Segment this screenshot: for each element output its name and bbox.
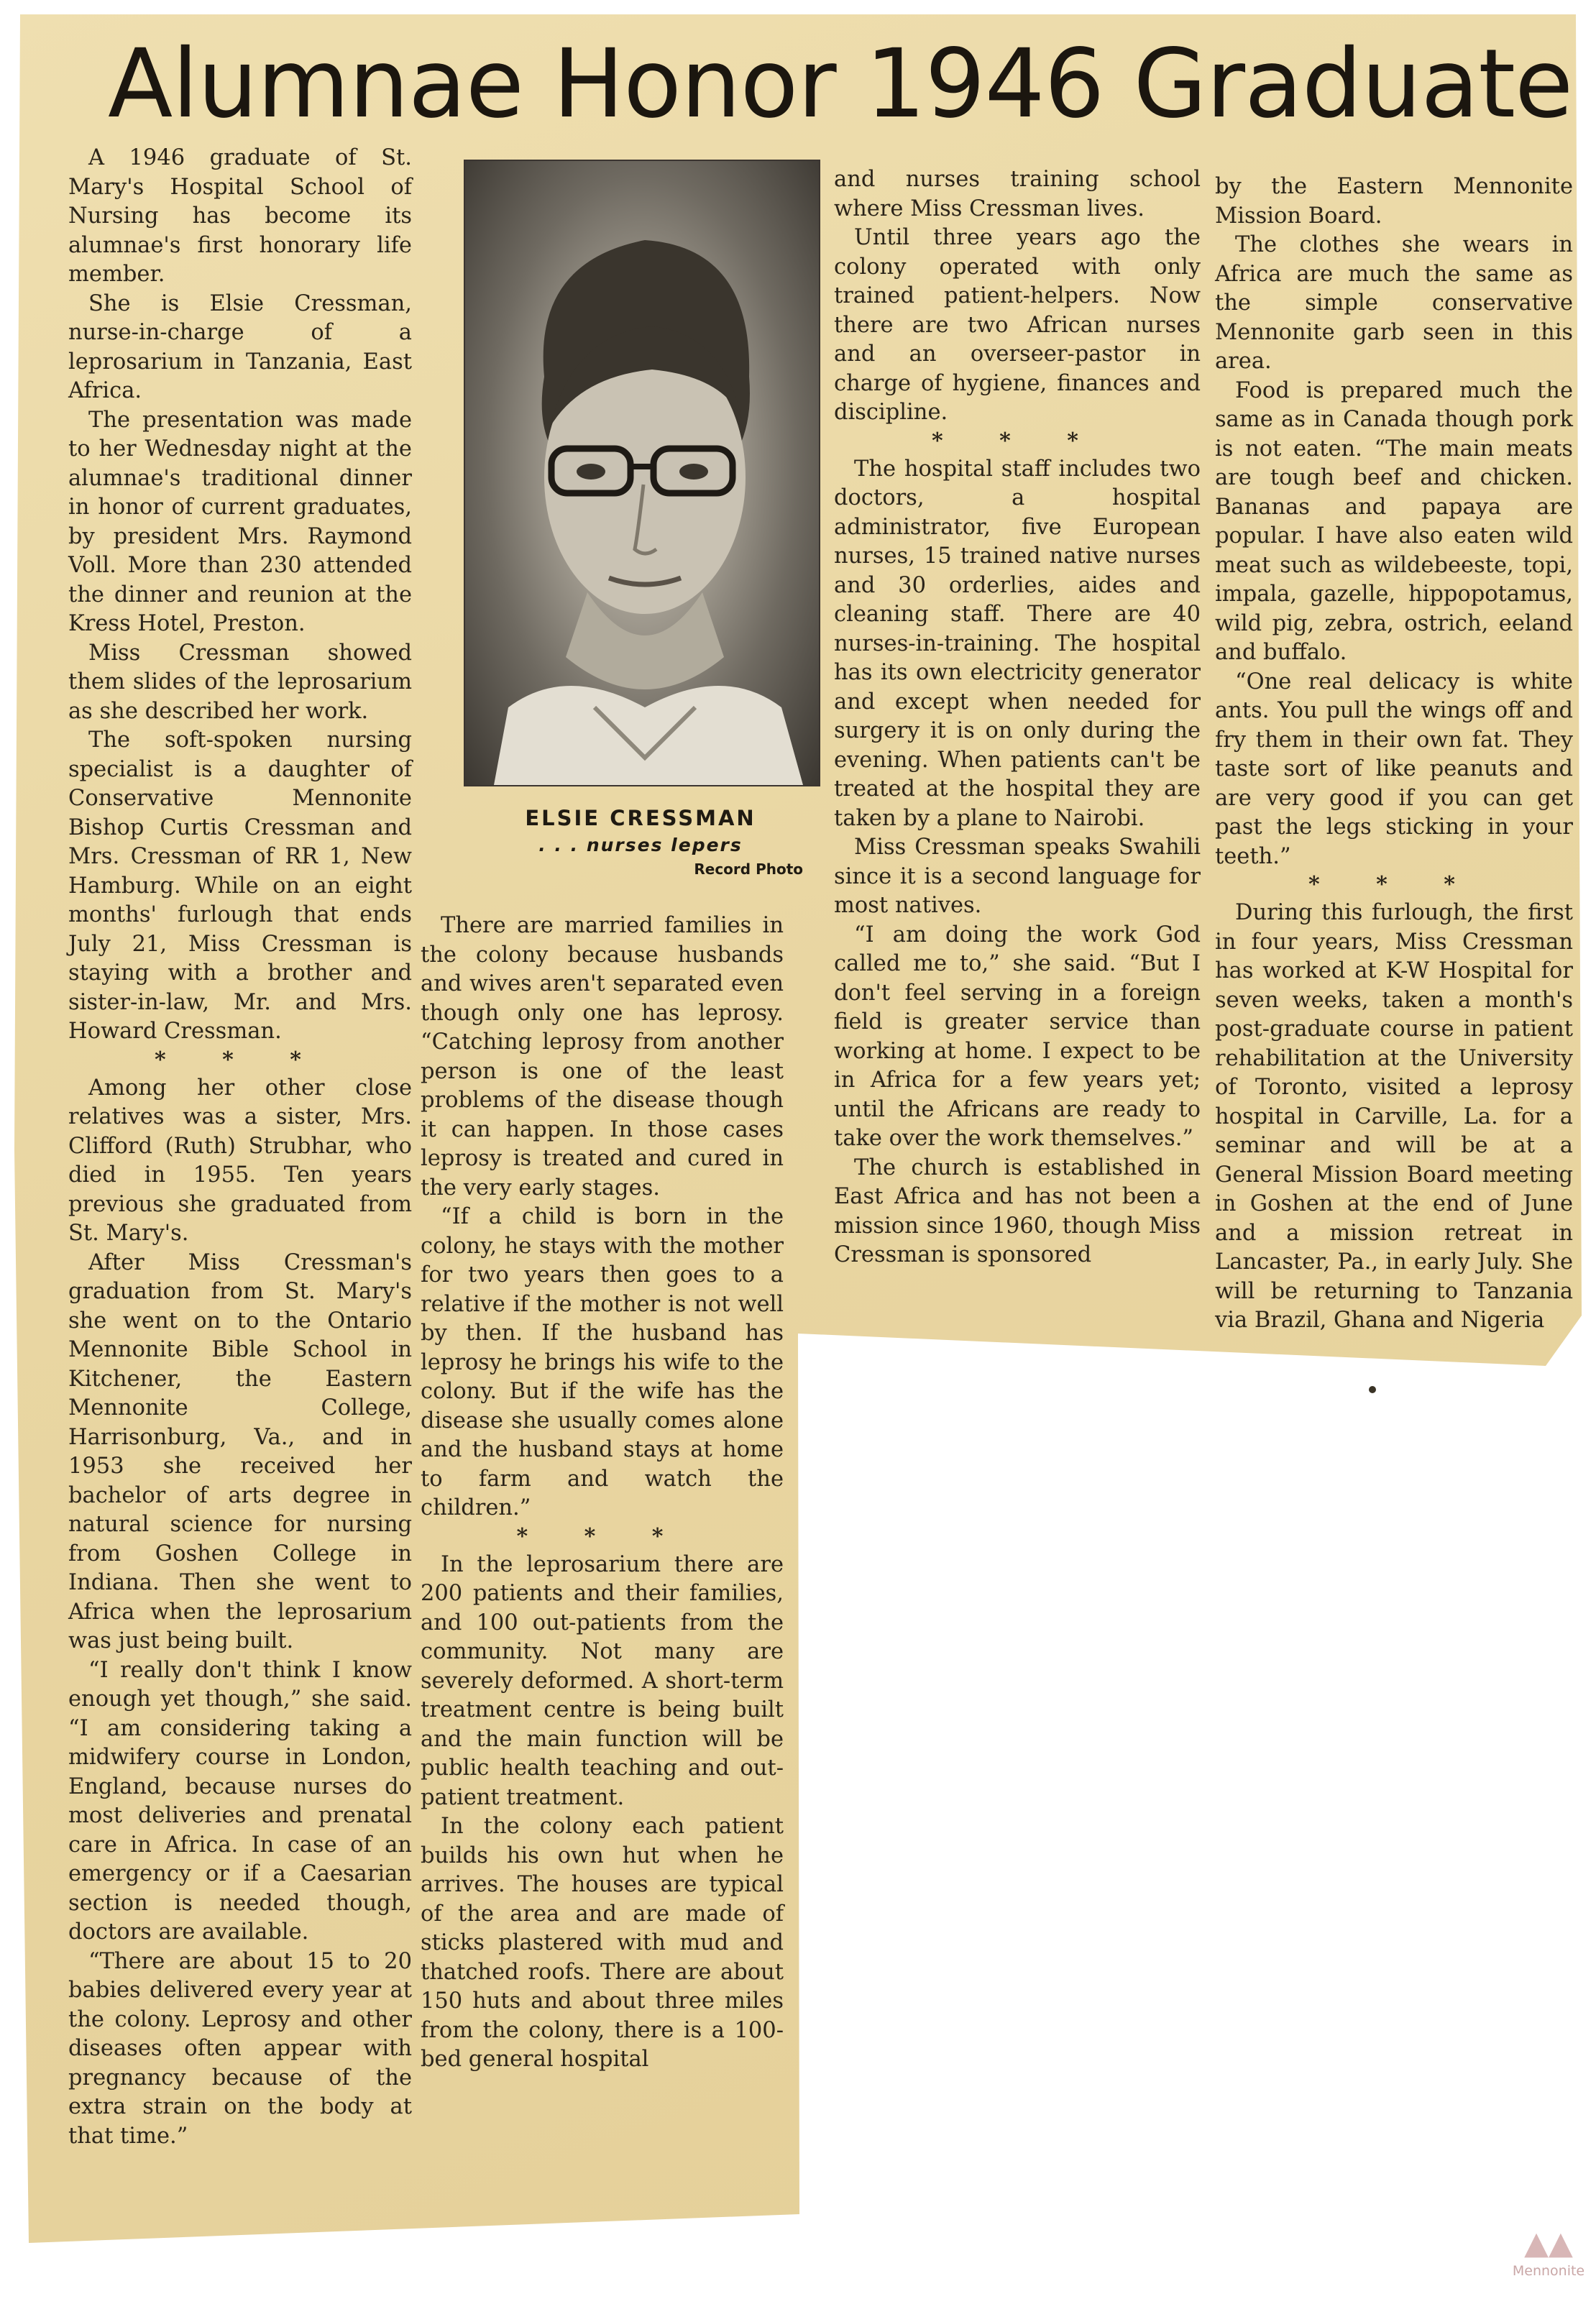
archive-watermark (1508, 2224, 1589, 2299)
paragraph: “If a child is born in the colony, he stays with the mother for two years then goes to a relative if the mother is not well by then. If the husband has leprosy he brings his wife to the colony. But if the wife has the disease she usually comes alone and the husband stays at home to farm and watch the children.” (421, 1204, 784, 1520)
paper-speck (1369, 1386, 1376, 1393)
paragraph: Miss Cressman showed them slides of the leprosarium as she described her work. (68, 640, 412, 724)
paragraph: Food is prepared much the same as in Canada though pork is not eaten. “The main meats are tough beef and chicken. Bananas and papaya are popular. I have also eaten wild meat such as wildebeeste, topi, impala, gazelle, hippopotamus, wild pig, zebra, ostrich, eeland and buffalo. (1215, 377, 1573, 665)
portrait-photo (464, 160, 820, 786)
section-divider: * * * (516, 1523, 688, 1549)
paragraph: by the Eastern Mennonite Mission Board. (1215, 174, 1573, 229)
paragraph: A 1946 graduate of St. Mary's Hospital School of Nursing has become its alumnae's first honorary life member. (68, 145, 412, 287)
headline: Alumnae Honor 1946 Graduate (108, 29, 1573, 139)
paragraph: She is Elsie Cressman, nurse-in-charge of a leprosarium in Tanzania, East Africa. (68, 290, 412, 403)
paragraph: In the colony each patient builds his own hut when he arrives. The houses are typical of the area and are made of sticks plastered with mud and thatched roofs. There are about 150 huts and about three miles from the colony, there is a 100-bed general hospital (421, 1814, 784, 2072)
article-column-1 (68, 144, 412, 2151)
article-column-2 (421, 912, 784, 2075)
watermark-text: Mennonite (1512, 2263, 1585, 2279)
mennonite-archive-logo-icon: ▲▲ (1524, 2225, 1573, 2262)
portrait-image (465, 161, 819, 785)
article-column-4 (1215, 173, 1573, 1336)
article-column-3 (834, 165, 1201, 1270)
section-divider: * * * (932, 428, 1103, 454)
paragraph: The hospital staff includes two doctors, a hospital administrator, five European nurses, 15 trained native nurses and 30 orderlies, aides and cleaning staff. There are 40 nurses-in-training. The hospital has its own electricity generator and except when needed for surgery it is on only during the evening. When patients can't be treated at the hospital they are taken by a plane to Nairobi. (834, 456, 1201, 831)
photo-caption (464, 804, 817, 880)
paragraph: Miss Cressman speaks Swahili since it is a second language for most natives. (834, 835, 1201, 918)
paragraph: Among her other close relatives was a sister, Mrs. Clifford (Ruth) Strubhar, who died in 1955. Ten years previous she graduated from St. Mary's. (68, 1075, 412, 1246)
paragraph: The church is established in East Africa and has not been a mission since 1960, though Miss Cressman is sponsored (834, 1155, 1201, 1267)
section-divider: * * * (1308, 872, 1480, 897)
caption-subtitle: . . . nurses lepers (538, 835, 743, 855)
paragraph: Until three years ago the colony operated with only trained patient-helpers. Now there are two African nurses and an overseer-pastor in charge of hygiene, finances and discipline. (834, 225, 1201, 425)
paragraph: “I really don't think I know enough yet though,” she said. “I am considering taking a midwifery course in London, England, because nurses do most deliveries and prenatal care in Africa. In case of an emergency or if a Caesarian section is needed though, doctors are available. (68, 1657, 412, 1945)
photo-credit: Record Photo (694, 861, 803, 878)
paragraph: The presentation was made to her Wednesday night at the alumnae's traditional dinner in honor of current graduates, by president Mrs. Raymond Voll. More than 230 attended the dinner and reunion at the Kress Hotel, Preston. (68, 407, 412, 636)
paragraph: and nurses training school where Miss Cressman lives. (834, 167, 1201, 221)
caption-name: ELSIE CRESSMAN (525, 806, 756, 830)
section-divider: * * * (155, 1047, 326, 1073)
paragraph: “I am doing the work God called me to,” she said. “But I don't feel serving in a foreign field is greater service than working at home. I expect to be in Africa for a few years yet; until the Africans are ready to take over the work themselves.” (834, 922, 1201, 1151)
paragraph: After Miss Cressman's graduation from St. Mary's she went on to the Ontario Mennonite Bible School in Kitchener, the Eastern Mennonite College, Harrisonburg, Va., and in 1953 she received her bachelor of arts degree in natural science for nursing from Goshen College in Indiana. Then she went to Africa when the leprosarium was just being built. (68, 1249, 412, 1653)
paragraph: There are married families in the colony because husbands and wives aren't separated even though only one has leprosy. “Catching leprosy from another person is one of the least problems of the disease though it can happen. In those cases leprosy is treated and cured in the very early stages. (421, 913, 784, 1201)
paragraph: The clothes she wears in Africa are much the same as the simple conservative Mennonite garb seen in this area. (1215, 232, 1573, 374)
paragraph: “There are about 15 to 20 babies delivered every year at the colony. Leprosy and other diseases often appear with pregnancy because of the extra strain on the body at that time.” (68, 1948, 412, 2149)
paragraph: The soft-spoken nursing specialist is a daughter of Conservative Mennonite Bishop Curtis Cressman and Mrs. Cressman of RR 1, New Hamburg. While on an eight months' furlough that ends July 21, Miss Cressman is staying with a brother and sister-in-law, Mr. and Mrs. Howard Cressman. (68, 728, 412, 1044)
paragraph: During this furlough, the first in four years, Miss Cressman has worked at K-W Hospital for seven weeks, taken a month's post-graduate course in patient rehabilitation at the University of Toronto, visited a leprosy hospital in Carville, La. for a seminar and will be at a General Mission Board meeting in Goshen at the end of June and a mission retreat in Lancaster, Pa., in early July. She will be returning to Tanzania via Brazil, Ghana and Nigeria (1215, 900, 1573, 1333)
paragraph: “One real delicacy is white ants. You pull the wings off and fry them in their own fat. They taste sort of like peanuts and are very good if you can get past the legs sticking in your teeth.” (1215, 669, 1573, 869)
paragraph: In the leprosarium there are 200 patients and their families, and 100 out-patients from the community. Not many are severely deformed. A short-term treatment centre is being built and the main function will be public health teaching and out-patient treatment. (421, 1551, 784, 1810)
